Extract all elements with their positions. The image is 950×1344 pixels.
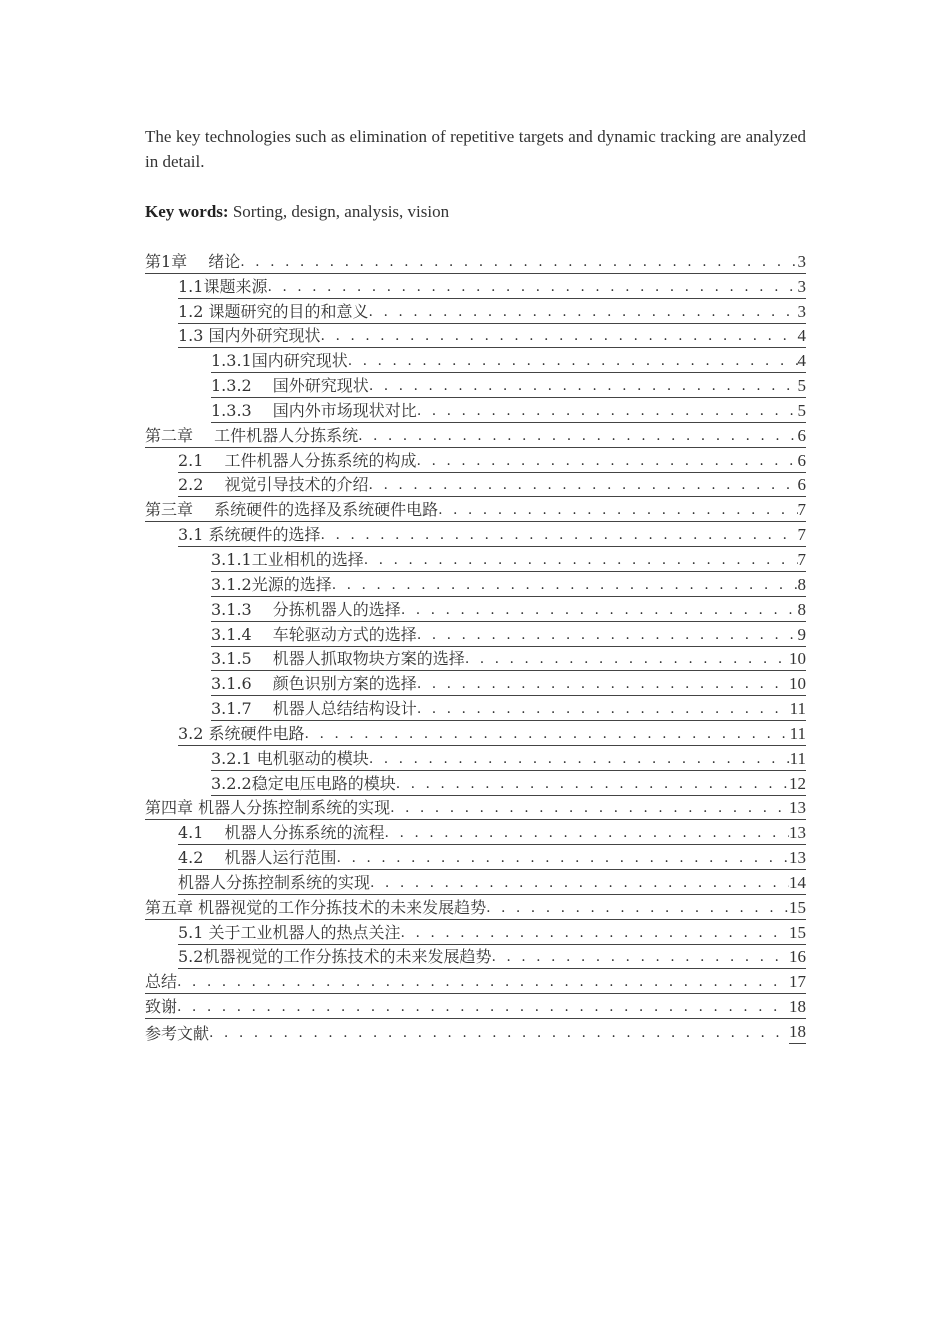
toc-dot-leader — [369, 301, 798, 324]
toc-entry-title: 3.1.5 机器人抓取物块方案的选择 — [211, 648, 465, 671]
toc-dot-leader — [240, 251, 797, 274]
toc-entry-page-number: 7 — [798, 549, 807, 572]
toc-entry[interactable] — [145, 349, 806, 374]
toc-dot-leader — [364, 549, 798, 572]
toc-entry-page-number: 6 — [798, 450, 807, 473]
toc-entry[interactable] — [145, 797, 806, 822]
toc-entry[interactable] — [145, 598, 806, 623]
toc-entry-title: 1.2 课题研究的目的和意义 — [178, 301, 369, 324]
toc-entry[interactable] — [145, 672, 806, 697]
toc-entry-title: 3.2.2稳定电压电路的模块 — [211, 773, 396, 796]
toc-entry[interactable] — [145, 747, 806, 772]
toc-entry-title: 3.2.1 电机驱动的模块 — [211, 748, 369, 771]
keywords-line — [145, 199, 806, 224]
toc-dot-leader — [417, 450, 798, 473]
toc-entry[interactable] — [145, 772, 806, 797]
keywords-label: Key words: — [145, 202, 229, 221]
toc-dot-leader — [321, 524, 798, 547]
toc-entry-title: 3.1.4 车轮驱动方式的选择 — [211, 624, 417, 647]
toc-dot-leader — [267, 276, 797, 299]
toc-dot-leader — [369, 375, 798, 398]
toc-dot-leader — [390, 797, 789, 820]
toc-entry-title: 第1章 绪论 — [145, 251, 240, 274]
toc-entry[interactable] — [145, 523, 806, 548]
toc-entry[interactable] — [145, 275, 806, 300]
toc-entry-title: 1.1课题来源 — [178, 276, 267, 299]
toc-entry-title: 4.2 机器人运行范围 — [178, 847, 337, 870]
toc-entry-page-number: 3 — [798, 301, 807, 324]
toc-entry[interactable] — [145, 300, 806, 325]
toc-entry-title: 5.1 关于工业机器人的热点关注 — [178, 922, 401, 945]
toc-entry-page-number: 6 — [798, 425, 807, 448]
toc-entry-title: 致谢 — [145, 996, 177, 1019]
toc-entry-page-number: 6 — [798, 474, 807, 497]
toc-entry-title: 机器人分拣控制系统的实现 — [178, 872, 370, 895]
toc-dot-leader — [491, 946, 789, 969]
toc-entry-title: 3.1.6 颜色识别方案的选择 — [211, 673, 417, 696]
toc-dot-leader — [417, 698, 790, 721]
toc-entry-page-number: 8 — [798, 574, 807, 597]
toc-entry-page-number: 9 — [798, 624, 807, 647]
toc-dot-leader — [358, 425, 797, 448]
toc-entry[interactable] — [145, 821, 806, 846]
table-of-contents — [145, 250, 806, 1045]
toc-entry[interactable] — [145, 995, 806, 1020]
toc-entry-page-number: 16 — [789, 946, 806, 969]
toc-entry-title: 3.1.3 分拣机器人的选择 — [211, 599, 401, 622]
toc-entry-title: 1.3 国内外研究现状 — [178, 325, 321, 348]
toc-entry-title: 3.2 系统硬件电路 — [178, 723, 305, 746]
toc-entry-title: 3.1.1工业相机的选择 — [211, 549, 364, 572]
toc-dot-leader — [177, 996, 789, 1019]
toc-entry[interactable] — [145, 424, 806, 449]
toc-entry-page-number: 13 — [789, 797, 806, 820]
toc-entry[interactable] — [145, 325, 806, 350]
toc-entry-page-number: 11 — [790, 723, 806, 746]
toc-entry[interactable] — [145, 374, 806, 399]
toc-dot-leader — [348, 350, 798, 373]
toc-entry-title: 3.1 系统硬件的选择 — [178, 524, 321, 547]
toc-dot-leader — [369, 474, 798, 497]
toc-entry-title: 1.3.3 国内外市场现状对比 — [211, 400, 417, 423]
toc-entry-page-number: 12 — [789, 773, 806, 796]
toc-entry[interactable] — [145, 722, 806, 747]
toc-dot-leader — [486, 897, 789, 920]
toc-entry-title: 第五章 机器视觉的工作分拣技术的未来发展趋势 — [145, 897, 486, 920]
toc-entry-page-number: 7 — [798, 524, 807, 547]
toc-entry[interactable] — [145, 250, 806, 275]
toc-dot-leader — [396, 773, 789, 796]
toc-dot-leader — [385, 822, 789, 845]
toc-entry-title: 3.1.7 机器人总结结构设计 — [211, 698, 417, 721]
toc-entry[interactable] — [145, 573, 806, 598]
toc-entry-title: 1.3.1国内研究现状 — [211, 350, 348, 373]
toc-entry[interactable] — [145, 648, 806, 673]
toc-entry[interactable] — [145, 871, 806, 896]
toc-dot-leader — [305, 723, 790, 746]
toc-entry-title: 第四章 机器人分拣控制系统的实现 — [145, 797, 390, 820]
toc-entry-page-number: 5 — [798, 375, 807, 398]
toc-entry-title: 3.1.2光源的选择 — [211, 574, 332, 597]
toc-dot-leader — [321, 325, 798, 348]
toc-entry-page-number: 18 — [789, 996, 806, 1019]
toc-entry-title: 5.2机器视觉的工作分拣技术的未来发展趋势 — [178, 946, 491, 969]
toc-entry-page-number: 8 — [798, 599, 807, 622]
toc-entry-title: 4.1 机器人分拣系统的流程 — [178, 822, 385, 845]
toc-entry-title: 总结 — [145, 971, 177, 994]
toc-dot-leader — [369, 748, 790, 771]
toc-dot-leader — [370, 872, 789, 895]
toc-entry[interactable] — [145, 846, 806, 871]
toc-entry-page-number: 15 — [789, 922, 806, 945]
toc-entry-page-number: 4 — [798, 350, 807, 373]
toc-entry-page-number: 7 — [798, 499, 807, 522]
toc-entry[interactable] — [145, 921, 806, 946]
toc-entry-title: 1.3.2 国外研究现状 — [211, 375, 369, 398]
toc-dot-leader — [401, 599, 798, 622]
keywords-value: Sorting, design, analysis, vision — [232, 202, 450, 221]
toc-entry-page-number: 10 — [789, 673, 806, 696]
toc-entry[interactable] — [145, 399, 806, 424]
toc-entry[interactable] — [145, 623, 806, 648]
toc-entry[interactable] — [145, 946, 806, 971]
toc-entry-title: 2.2 视觉引导技术的介绍 — [178, 474, 369, 497]
toc-entry[interactable] — [145, 970, 806, 995]
toc-entry-page-number: 3 — [798, 251, 807, 274]
toc-entry-page-number: 11 — [790, 748, 806, 771]
toc-dot-leader — [417, 673, 789, 696]
toc-entry[interactable] — [145, 449, 806, 474]
toc-entry-page-number: 18 — [789, 1021, 806, 1044]
toc-dot-leader — [465, 648, 789, 671]
toc-entry[interactable] — [145, 896, 806, 921]
toc-dot-leader — [438, 499, 797, 522]
toc-entry-title: 第二章 工件机器人分拣系统 — [145, 425, 358, 448]
toc-entry-page-number: 3 — [798, 276, 807, 299]
toc-entry-page-number: 13 — [789, 847, 806, 870]
toc-entry-page-number: 15 — [789, 897, 806, 920]
toc-entry-page-number: 10 — [789, 648, 806, 671]
toc-entry-title: 2.1 工件机器人分拣系统的构成 — [178, 450, 417, 473]
toc-dot-leader — [401, 922, 789, 945]
toc-entry-page-number: 4 — [798, 325, 807, 348]
toc-entry-page-number: 13 — [789, 822, 806, 845]
toc-dot-leader — [332, 574, 798, 597]
toc-entry-page-number: 14 — [789, 872, 806, 895]
toc-dot-leader — [417, 624, 798, 647]
toc-entry-title: 第三章 系统硬件的选择及系统硬件电路 — [145, 499, 438, 522]
toc-dot-leader — [209, 1022, 789, 1044]
toc-dot-leader — [417, 400, 798, 423]
toc-dot-leader — [337, 847, 789, 870]
toc-entry-page-number: 17 — [789, 971, 806, 994]
toc-entry[interactable] — [145, 498, 806, 523]
abstract-paragraph: The key technologies such as elimination of repetitive targets and dynamic tracking are analyzed in detail. — [145, 127, 806, 171]
toc-entry[interactable] — [145, 474, 806, 499]
toc-entry-page-number: 5 — [798, 400, 807, 423]
toc-entry-page-number: 11 — [790, 698, 806, 721]
toc-dot-leader — [177, 971, 789, 994]
toc-entry[interactable] — [145, 548, 806, 573]
toc-entry[interactable] — [145, 697, 806, 722]
toc-entry[interactable] — [145, 1020, 806, 1045]
toc-entry-title: 参考文献 — [145, 1024, 210, 1043]
